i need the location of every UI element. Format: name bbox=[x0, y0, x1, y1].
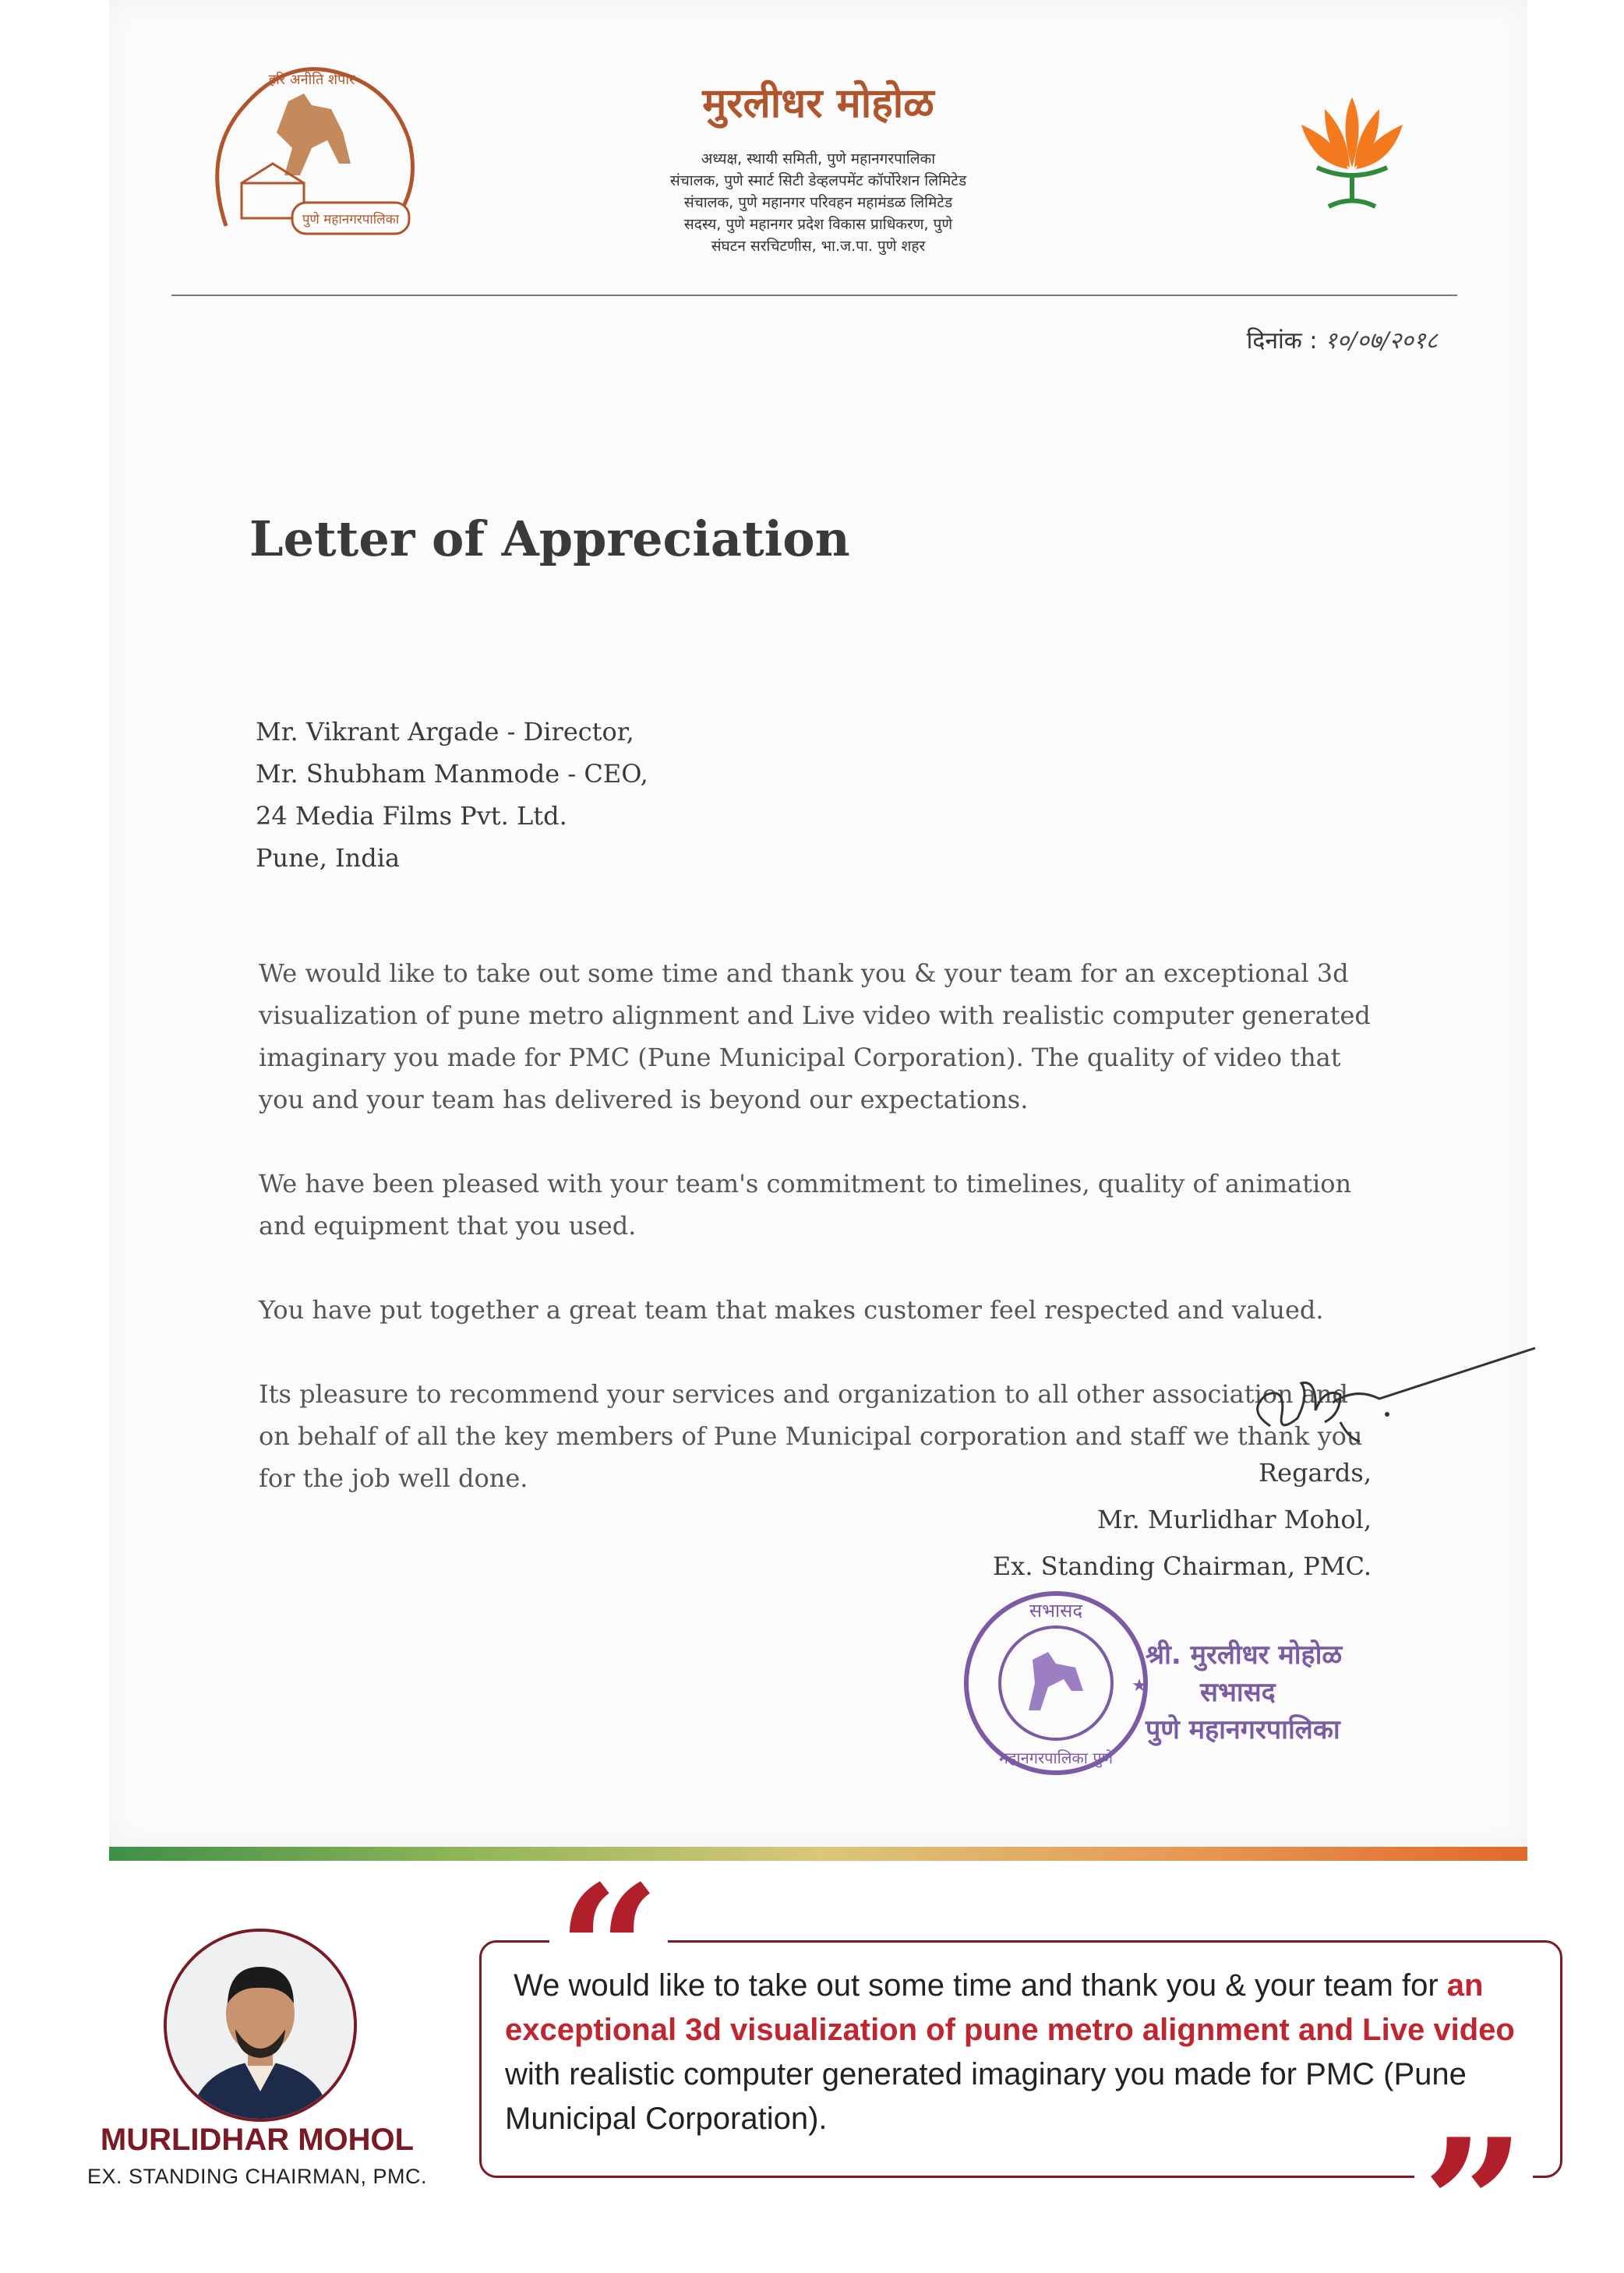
letterhead-name: मुरलीधर मोहोळ bbox=[702, 79, 934, 127]
date-value: १०/०७/२०१८ bbox=[1324, 327, 1438, 355]
body-paragraph: We would like to take out some time and thank you & your team for an exceptional 3d visualization of pune metro alignment and Live video with realistic computer generated imaginary you made for PMC (Pune Municipal Corporation). The quality of video that you and your team has delivered is beyond our expectations. bbox=[259, 958, 1371, 1114]
designation-line: संचालक, पुणे स्मार्ट सिटी डेव्हलपमेंट कॉर्पोरेशन लिमिटेड bbox=[669, 172, 967, 189]
person-portrait-icon bbox=[167, 1932, 354, 2119]
emblem-motto: हरि अनीति शेपार bbox=[268, 72, 355, 88]
quote-part-1: We would like to take out some time and thank you & your team for bbox=[514, 1968, 1447, 2003]
seal-bottom-text: महानगरपालिका पुणे bbox=[998, 1749, 1114, 1767]
open-quote-icon: “ bbox=[549, 1862, 668, 1979]
letter-bottom-strip bbox=[109, 1847, 1527, 1861]
letter-date bbox=[1247, 323, 1438, 355]
stamp-line: सभासद bbox=[1200, 1677, 1276, 1708]
body-paragraph: We have been pleased with your team's commitment to timelines, quality of animation and equipment that you used. bbox=[259, 1169, 1352, 1241]
date-label: दिनांक : bbox=[1246, 327, 1318, 355]
quote-part-2: with realistic computer generated imaginary you made for PMC (Pune Municipal Corporation). bbox=[505, 2057, 1467, 2136]
body-paragraph: Its pleasure to recommend your services and organization to all other association and on behalf of all the key members of Pune Municipal corporation and staff we thank you for the job well done. bbox=[259, 1379, 1363, 1493]
letterhead-designations bbox=[545, 148, 1091, 257]
letter-title: Letter of Appreciation bbox=[249, 510, 850, 567]
close-quote-icon: ” bbox=[1414, 2116, 1533, 2248]
stamp-line: श्री. मुरलीधर मोहोळ bbox=[1146, 1639, 1343, 1671]
designation-line: अध्यक्ष, स्थायी समिती, पुणे महानगरपालिका bbox=[701, 150, 936, 168]
quote-highlight: an exceptional 3d visualization of pune metro alignment and Live video bbox=[505, 1968, 1515, 2047]
designation-line: संचालक, पुणे महानगर परिवहन महामंडळ लिमिटेड bbox=[683, 194, 953, 211]
official-seal-stamp bbox=[959, 1586, 1153, 1781]
seal-top-text: सभासद bbox=[1029, 1600, 1083, 1622]
stamp-text bbox=[1146, 1636, 1473, 1749]
recipient-line: Pune, India bbox=[256, 843, 401, 873]
designation-line: सदस्य, पुणे महानगर प्रदेश विकास प्राधिकरण, पुणे bbox=[683, 216, 953, 233]
closing-role: Ex. Standing Chairman, PMC. bbox=[992, 1551, 1372, 1581]
recipient-line: Mr. Shubham Manmode - CEO, bbox=[256, 759, 648, 789]
closing-block bbox=[993, 1449, 1372, 1590]
person-photo-avatar bbox=[164, 1929, 357, 2122]
closing-regards: Regards, bbox=[1259, 1458, 1372, 1488]
seal-star-icon: ★ bbox=[1132, 1676, 1147, 1696]
lotus-party-logo bbox=[1294, 90, 1410, 218]
letter-page bbox=[109, 0, 1527, 1847]
closing-name: Mr. Murlidhar Mohol, bbox=[1097, 1505, 1372, 1534]
recipient-line: 24 Media Films Pvt. Ltd. bbox=[256, 801, 567, 831]
designation-line: संघटन सरचिटणीस, भा.ज.पा. पुणे शहर bbox=[711, 238, 926, 255]
body-paragraph: You have put together a great team that makes customer feel respected and valued. bbox=[259, 1295, 1324, 1325]
person-name: MURLIDHAR MOHOL bbox=[100, 2123, 415, 2157]
recipient-line: Mr. Vikrant Argade - Director, bbox=[256, 717, 634, 746]
emblem-label: पुणे महानगरपालिका bbox=[302, 212, 400, 228]
stamp-line: पुणे महानगरपालिका bbox=[1146, 1714, 1340, 1745]
letter-body bbox=[259, 910, 1373, 1541]
letterhead-divider bbox=[171, 295, 1457, 296]
person-role: EX. STANDING CHAIRMAN, PMC. bbox=[86, 2165, 428, 2188]
testimonial-quote-text bbox=[505, 1964, 1545, 2141]
handwritten-signature bbox=[1223, 1340, 1551, 1457]
pmc-emblem-logo bbox=[195, 47, 429, 249]
recipient-address bbox=[256, 711, 648, 879]
